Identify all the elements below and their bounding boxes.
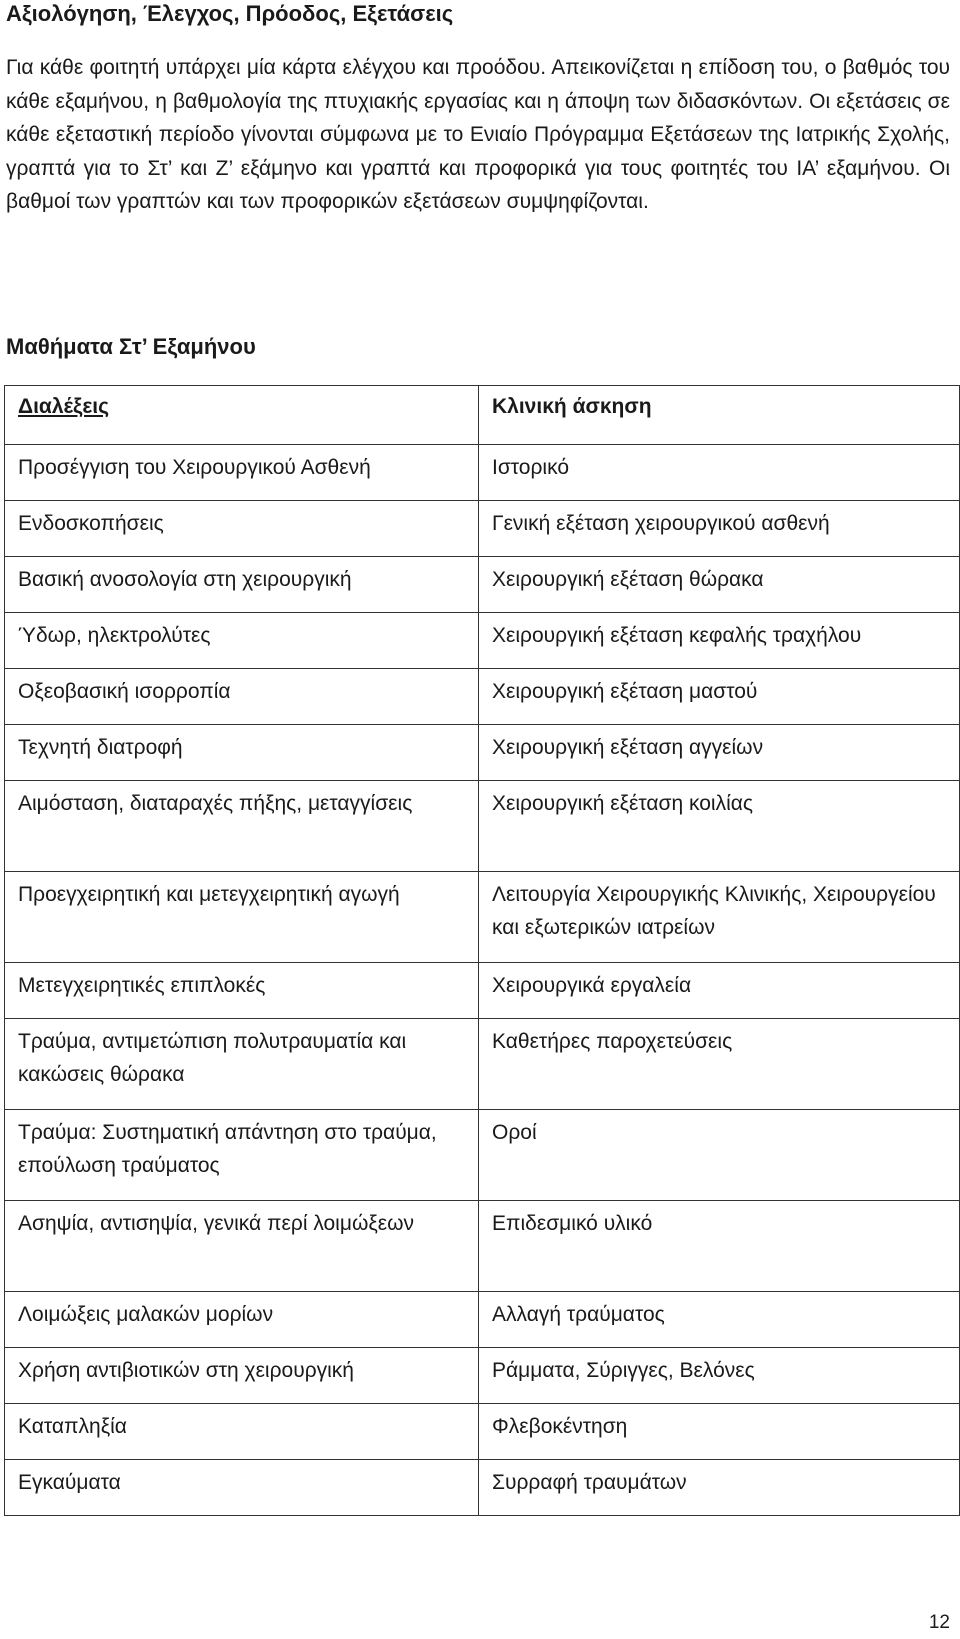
clinical-cell: Λειτουργία Χειρουργικής Κλινικής, Χειρουργείου και εξωτερικών ιατρείων (479, 872, 960, 963)
header-lectures (5, 386, 479, 445)
lecture-cell: Οξεοβασική ισορροπία (5, 669, 479, 725)
lecture-cell: Ασηψία, αντισηψία, γενικά περί λοιμώξεων (5, 1201, 479, 1292)
table-row (5, 557, 960, 613)
header-clinical-label: Κλινική άσκηση (492, 395, 652, 418)
lecture-cell: Εγκαύματα (5, 1460, 479, 1516)
header-clinical-practice (479, 386, 960, 445)
lecture-cell: Αιμόσταση, διαταραχές πήξης, μεταγγίσεις (5, 781, 479, 872)
table-row (5, 1404, 960, 1460)
intro-paragraph: Για κάθε φοιτητή υπάρχει μία κάρτα ελέγχου και προόδου. Απεικονίζεται η επίδοση του, ο βαθμός του κάθε εξαμήνου, η βαθμολογία της πτυχιακής εργασίας και η άποψη των διδασκόντων. Οι εξετάσεις σε κάθε εξεταστική περίοδο γίνονται σύμφωνα με το Ενιαίο Πρόγραμμα Εξετάσεων της Ιατρικής Σχολής, γραπτά για το Στ’ και Ζ’ εξάμηνο και γραπτά και προφορικά για τους φοιτητές του ΙΑ’ εξαμήνου. Οι βαθμοί των γραπτών και των προφορικών εξετάσεων συμψηφίζονται. (6, 56, 950, 213)
table-row (5, 445, 960, 501)
clinical-cell: Οροί (479, 1110, 960, 1201)
clinical-cell: Φλεβοκέντηση (479, 1404, 960, 1460)
table-row (5, 613, 960, 669)
lecture-cell: Ενδοσκοπήσεις (5, 501, 479, 557)
lecture-cell: Καταπληξία (5, 1404, 479, 1460)
table-row (5, 669, 960, 725)
clinical-cell: Χειρουργικά εργαλεία (479, 963, 960, 1019)
semester-title: Μαθήματα Στ’ Εξαμήνου (6, 334, 256, 359)
clinical-cell: Χειρουργική εξέταση κοιλίας (479, 781, 960, 872)
page-number: 12 (928, 1612, 950, 1633)
clinical-cell: Συρραφή τραυμάτων (479, 1460, 960, 1516)
table-row (5, 1348, 960, 1404)
courses-table (4, 385, 960, 1516)
table-row (5, 1292, 960, 1348)
clinical-cell: Αλλαγή τραύματος (479, 1292, 960, 1348)
clinical-cell: Χειρουργική εξέταση θώρακα (479, 557, 960, 613)
table-row (5, 1460, 960, 1516)
clinical-cell: Επιδεσμικό υλικό (479, 1201, 960, 1292)
table-row (5, 501, 960, 557)
clinical-cell: Χειρουργική εξέταση μαστού (479, 669, 960, 725)
lecture-cell: Μετεγχειρητικές επιπλοκές (5, 963, 479, 1019)
lecture-cell: Λοιμώξεις μαλακών μορίων (5, 1292, 479, 1348)
lecture-cell: Ύδωρ, ηλεκτρολύτες (5, 613, 479, 669)
section-title: Αξιολόγηση, Έλεγχος, Πρόοδος, Εξετάσεις (6, 1, 454, 26)
clinical-cell: Ράμματα, Σύριγγες, Βελόνες (479, 1348, 960, 1404)
table-row (5, 1019, 960, 1110)
header-lectures-label: Διαλέξεις (18, 395, 110, 418)
clinical-cell: Καθετήρες παροχετεύσεις (479, 1019, 960, 1110)
clinical-cell: Χειρουργική εξέταση κεφαλής τραχήλου (479, 613, 960, 669)
table-row (5, 963, 960, 1019)
table-row (5, 1201, 960, 1292)
clinical-cell: Γενική εξέταση χειρουργικού ασθενή (479, 501, 960, 557)
lecture-cell: Τραύμα: Συστηματική απάντηση στο τραύμα, επούλωση τραύματος (5, 1110, 479, 1201)
lecture-cell: Προσέγγιση του Χειρουργικού Ασθενή (5, 445, 479, 501)
table-row (5, 1110, 960, 1201)
lecture-cell: Βασική ανοσολογία στη χειρουργική (5, 557, 479, 613)
lecture-cell: Τραύμα, αντιμετώπιση πολυτραυματία και κακώσεις θώρακα (5, 1019, 479, 1110)
table-row (5, 872, 960, 963)
lecture-cell: Χρήση αντιβιοτικών στη χειρουργική (5, 1348, 479, 1404)
table-row (5, 781, 960, 872)
lecture-cell: Τεχνητή διατροφή (5, 725, 479, 781)
clinical-cell: Χειρουργική εξέταση αγγείων (479, 725, 960, 781)
clinical-cell: Ιστορικό (479, 445, 960, 501)
lecture-cell: Προεγχειρητική και μετεγχειρητική αγωγή (5, 872, 479, 963)
table-header-row (5, 386, 960, 445)
table-row (5, 725, 960, 781)
